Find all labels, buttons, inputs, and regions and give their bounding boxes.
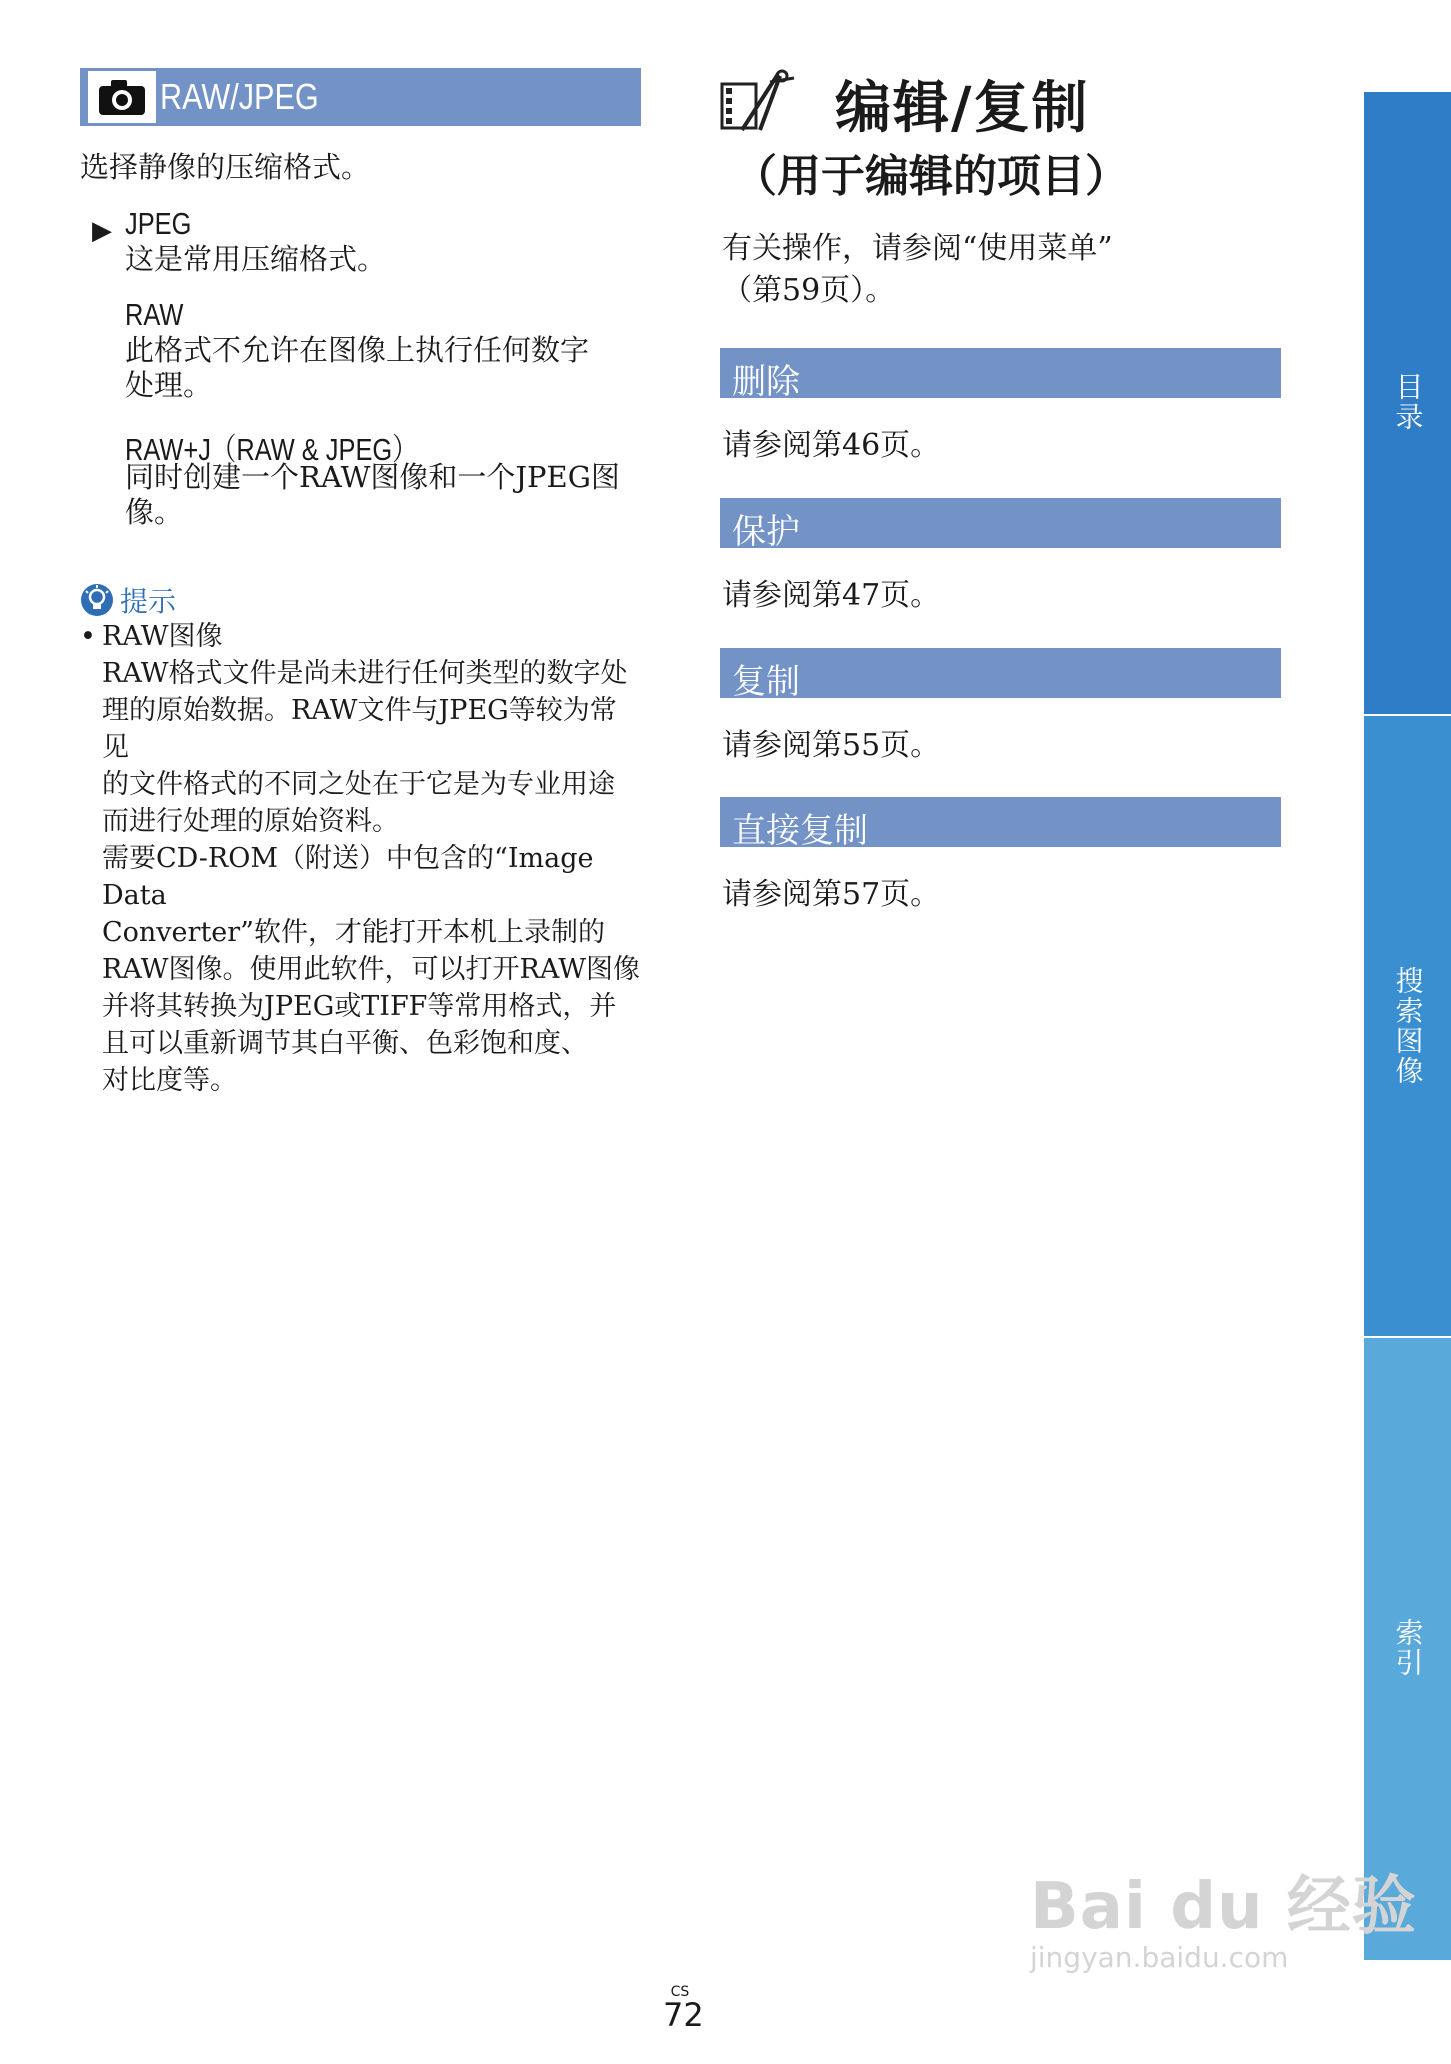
section-title-delete: 删除 <box>732 362 800 402</box>
hint-line: 需要CD-ROM（附送）中包含的“Image Data <box>102 843 594 911</box>
hint-label: 提示 <box>120 585 177 618</box>
option-raw-desc-1: 此格式不允许在图像上执行任何数字 <box>125 333 590 367</box>
section-text-direct-copy: 请参阅第57页。 <box>722 877 941 912</box>
hint-line: 并将其转换为JPEG或TIFF等常用格式，并 <box>102 991 617 1022</box>
tab-search-images[interactable] <box>1362 716 1451 1336</box>
intro-line-1: 有关操作，请参阅“使用菜单” <box>722 231 1113 266</box>
hint-line: Converter”软件，才能打开本机上录制的 <box>102 917 605 948</box>
hint-bullet-title: RAW图像 <box>102 621 223 652</box>
option-jpeg-head: JPEG <box>125 206 192 241</box>
bullet-icon: • <box>80 621 96 652</box>
selected-marker-icon: ▶ <box>92 216 112 246</box>
option-rawj-desc-2: 像。 <box>125 495 184 529</box>
hint-line: RAW格式文件是尚未进行任何类型的数字处 <box>102 658 628 689</box>
watermark-logo: Bai du 经验 <box>1030 1870 1417 1944</box>
section-text-protect: 请参阅第47页。 <box>722 578 941 613</box>
hint-line: RAW图像。使用此软件，可以打开RAW图像 <box>102 954 640 985</box>
hint-line: 对比度等。 <box>102 1065 237 1096</box>
option-rawj-desc-1: 同时创建一个RAW图像和一个JPEG图 <box>125 460 620 494</box>
section-header-copy <box>720 648 1281 702</box>
page-subtitle: （用于编辑的项目） <box>733 151 1129 202</box>
hint-line: 而进行处理的原始资料。 <box>102 806 399 837</box>
page-lang: CS <box>670 1984 690 2000</box>
section-title-copy: 复制 <box>732 662 800 702</box>
lightbulb-icon <box>80 583 114 617</box>
section-text-delete: 请参阅第46页。 <box>722 428 941 463</box>
section-title-protect: 保护 <box>732 512 800 552</box>
section-title: RAW/JPEG <box>160 76 319 117</box>
hint-line: 的文件格式的不同之处在于它是为专业用途 <box>102 769 615 800</box>
tab-index-label: 索引 <box>1391 1618 1425 1678</box>
hint-line: 理的原始数据。RAW文件与JPEG等较为常见 <box>102 695 617 763</box>
page-title: 编辑/复制 <box>835 76 1090 141</box>
option-jpeg-desc: 这是常用压缩格式。 <box>125 242 387 276</box>
camera-icon <box>88 71 156 123</box>
edit-copy-icon <box>720 68 798 132</box>
section-header-direct-copy <box>720 797 1281 851</box>
page-number-value: 72 <box>663 1996 704 2034</box>
hint-line: 且可以重新调节其白平衡、色彩饱和度、 <box>102 1028 588 1059</box>
option-raw-desc-2: 处理。 <box>125 368 213 402</box>
tab-search-images-label: 搜索图像 <box>1391 966 1425 1086</box>
section-text-copy: 请参阅第55页。 <box>722 728 941 763</box>
option-raw-head: RAW <box>125 297 184 332</box>
section-title-direct-copy: 直接复制 <box>732 811 868 851</box>
hint-header <box>80 580 176 620</box>
hint-body <box>80 618 640 1099</box>
option-rawj-head: RAW+J（RAW & JPEG） <box>125 432 418 467</box>
tab-contents[interactable] <box>1362 92 1451 714</box>
page-number <box>663 1984 704 2034</box>
tab-contents-label: 目录 <box>1391 372 1425 432</box>
raw-jpeg-section-header <box>80 68 641 126</box>
intro-line-2: （第59页）。 <box>722 273 896 308</box>
intro-text: 选择静像的压缩格式。 <box>80 150 371 184</box>
watermark-url: jingyan.baidu.com <box>1030 1941 1289 1974</box>
section-header-protect <box>720 498 1281 552</box>
section-header-delete <box>720 348 1281 402</box>
watermark <box>1030 1855 1417 1974</box>
